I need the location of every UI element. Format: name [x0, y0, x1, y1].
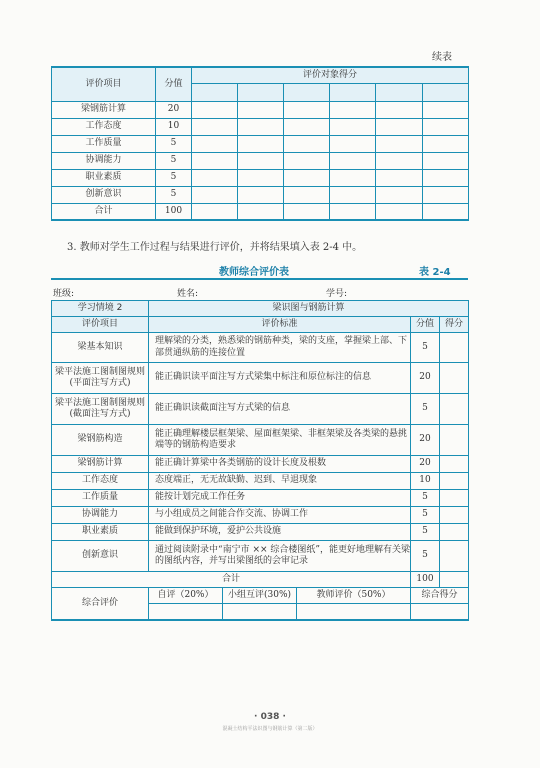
table-row	[52, 152, 469, 169]
table-row	[52, 203, 469, 220]
score-cell	[238, 152, 284, 169]
score-cell	[423, 152, 469, 169]
row-score: 5	[411, 490, 440, 507]
table-row	[52, 186, 469, 203]
total-value: 100	[411, 572, 440, 588]
score-cell	[423, 135, 469, 152]
score-cell	[284, 186, 330, 203]
row-item: 梁平法施工图制图规则(平面注写方式)	[52, 363, 149, 394]
score-cell	[330, 152, 376, 169]
row-item: 梁钢筋构造	[52, 425, 149, 456]
row-item: 工作态度	[52, 473, 149, 490]
row-score: 5	[411, 524, 440, 541]
instruction-paragraph: 3. 教师对学生工作过程与结果进行评价，并将结果填入表 2-4 中。	[67, 242, 363, 253]
row-score: 5	[411, 541, 440, 572]
teacher-evaluation-table	[51, 300, 469, 621]
table-row	[52, 507, 469, 524]
row-got	[440, 490, 469, 507]
id-label: 学号:	[326, 289, 348, 299]
row-standard: 能按计划完成工作任务	[149, 490, 411, 507]
score-cell	[423, 118, 469, 135]
row-score: 5	[411, 333, 440, 363]
score-cell	[330, 135, 376, 152]
row-item: 职业素质	[52, 169, 156, 186]
score-cell	[284, 118, 330, 135]
row-score: 100	[156, 203, 192, 220]
table-row	[52, 101, 469, 118]
row-got	[440, 524, 469, 541]
class-label: 班级:	[53, 289, 75, 299]
col-header-got: 得分	[440, 317, 469, 333]
score-cell	[330, 203, 376, 220]
row-got	[440, 425, 469, 456]
score-cell	[376, 152, 423, 169]
row-score: 5	[156, 186, 192, 203]
col-header-target: 评价对象得分	[192, 67, 469, 83]
score-cell	[192, 135, 238, 152]
row-got	[440, 507, 469, 524]
score-cell	[423, 101, 469, 118]
row-standard: 能正确识读截面注写方式梁的信息	[149, 394, 411, 425]
row-item: 职业素质	[52, 524, 149, 541]
score-cell	[376, 186, 423, 203]
score-cell	[423, 169, 469, 186]
row-standard: 态度端正，无无故缺勤、迟到、早退现象	[149, 473, 411, 490]
score-cell	[376, 118, 423, 135]
score-cell	[423, 203, 469, 220]
overall-label: 综合评价	[52, 588, 149, 620]
total-got	[440, 572, 469, 588]
row-standard: 能正确理解楼层框架梁、屋面框架梁、非框架梁及各类梁的悬挑端等的钢筋构造要求	[149, 425, 411, 456]
score-cell	[284, 152, 330, 169]
table-row	[52, 363, 469, 394]
peer-eval-cell	[223, 604, 297, 620]
peer-eval-label: 小组互评(30%)	[223, 588, 297, 604]
row-score: 5	[156, 152, 192, 169]
row-score: 5	[156, 135, 192, 152]
score-cell	[284, 135, 330, 152]
col-header-item: 评价项目	[52, 317, 149, 333]
score-cell	[238, 169, 284, 186]
row-item: 协调能力	[52, 507, 149, 524]
table-row	[52, 135, 469, 152]
score-cell	[376, 169, 423, 186]
score-cell	[376, 101, 423, 118]
table-row	[52, 169, 469, 186]
col-header-score: 分值	[411, 317, 440, 333]
row-item: 工作态度	[52, 118, 156, 135]
row-standard: 能正确识读平面注写方式梁集中标注和原位标注的信息	[149, 363, 411, 394]
row-score: 20	[156, 101, 192, 118]
table-row	[52, 425, 469, 456]
score-cell	[238, 135, 284, 152]
self-eval-cell	[149, 604, 223, 620]
score-cell	[192, 186, 238, 203]
score-cell	[330, 186, 376, 203]
row-got	[440, 473, 469, 490]
score-cell	[238, 203, 284, 220]
table-row	[52, 118, 469, 135]
row-score: 20	[411, 456, 440, 473]
row-item: 创新意识	[52, 541, 149, 572]
table-row	[52, 524, 469, 541]
score-cell	[284, 169, 330, 186]
table-row	[52, 456, 469, 473]
overall-score-cell	[411, 604, 469, 620]
row-item: 工作质量	[52, 490, 149, 507]
score-cell	[192, 169, 238, 186]
row-score: 5	[411, 394, 440, 425]
row-score: 20	[411, 425, 440, 456]
name-label: 姓名:	[177, 289, 199, 299]
row-got	[440, 456, 469, 473]
score-cell	[192, 203, 238, 220]
row-standard: 能正确计算梁中各类钢筋的设计长度及根数	[149, 456, 411, 473]
row-standard: 通过阅读附录中“南宁市 ×× 综合楼图纸”，能更好地理解有关梁的图纸内容，并写出梁图纸的会审记录	[149, 541, 411, 572]
situation-value: 梁识图与钢筋计算	[149, 301, 469, 317]
score-cell	[192, 101, 238, 118]
row-score: 10	[156, 118, 192, 135]
score-cell	[284, 203, 330, 220]
row-standard: 能做到保护环境，爱护公共设施	[149, 524, 411, 541]
table-title: 教师综合评价表	[219, 267, 289, 278]
row-got	[440, 363, 469, 394]
row-item: 创新意识	[52, 186, 156, 203]
row-standard: 理解梁的分类，熟悉梁的钢筋种类，梁的支座，掌握梁上部、下部贯通纵筋的连接位置	[149, 333, 411, 363]
score-cell	[192, 118, 238, 135]
total-label: 合计	[52, 572, 411, 588]
row-item: 梁钢筋计算	[52, 101, 156, 118]
row-score: 5	[411, 507, 440, 524]
score-cell	[376, 203, 423, 220]
row-score: 10	[411, 473, 440, 490]
table-row	[52, 394, 469, 425]
row-got	[440, 333, 469, 363]
col-header-item: 评价项目	[52, 67, 156, 101]
score-cell	[238, 101, 284, 118]
row-item: 梁平法施工图制图规则(截面注写方式)	[52, 394, 149, 425]
table-row	[52, 541, 469, 572]
row-got	[440, 541, 469, 572]
score-cell	[284, 101, 330, 118]
evaluation-table-continued	[51, 66, 469, 221]
col-header-score: 分值	[156, 67, 192, 101]
score-cell	[192, 152, 238, 169]
row-standard: 与小组成员之间能合作交流、协调工作	[149, 507, 411, 524]
page-number: · 038 ·	[254, 712, 286, 722]
table-row	[52, 473, 469, 490]
row-got	[440, 394, 469, 425]
table-row	[52, 490, 469, 507]
row-item: 协调能力	[52, 152, 156, 169]
self-eval-label: 自评（20%）	[149, 588, 223, 604]
score-cell	[376, 135, 423, 152]
col-header-standard: 评价标准	[149, 317, 411, 333]
row-item: 梁基本知识	[52, 333, 149, 363]
score-cell	[330, 101, 376, 118]
score-cell	[423, 186, 469, 203]
teacher-eval-label: 教师评价（50%）	[297, 588, 411, 604]
score-cell	[238, 118, 284, 135]
situation-label: 学习情境 2	[52, 301, 149, 317]
continued-label: 续表	[432, 52, 452, 63]
row-item: 合计	[52, 203, 156, 220]
book-title: 混凝土结构平法识图与钢筋计算（第二版）	[222, 726, 318, 732]
row-score: 20	[411, 363, 440, 394]
table-row	[52, 333, 469, 363]
teacher-eval-cell	[297, 604, 411, 620]
overall-score-label: 综合得分	[411, 588, 469, 604]
row-item: 梁钢筋计算	[52, 456, 149, 473]
score-cell	[238, 186, 284, 203]
score-cell	[330, 169, 376, 186]
row-score: 5	[156, 169, 192, 186]
table-number: 表 2-4	[419, 267, 451, 278]
score-cell	[330, 118, 376, 135]
row-item: 工作质量	[52, 135, 156, 152]
